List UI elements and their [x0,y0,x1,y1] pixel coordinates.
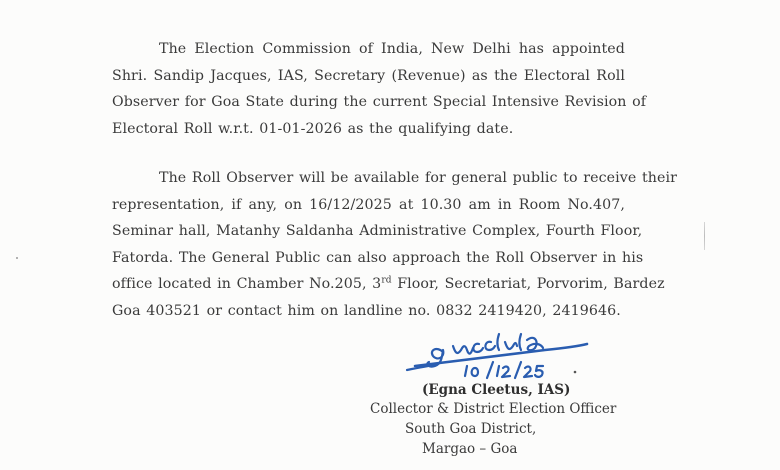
text-line: Seminar hall, Matanhy Saldanha Administrative Complex, Fourth Floor, [112,223,643,239]
scan-artifact [704,222,705,250]
signer-name: (Egna Cleetus, IAS) [422,382,571,398]
text-line-office-address [112,271,665,298]
address-text-after-superscript: Floor, Secretariat, Porvorim, Bardez [391,276,665,292]
signer-district: South Goa District, [405,421,537,437]
paragraph-availability [112,165,678,324]
text-line: Fatorda. The General Public can also approach the Roll Observer in his [112,249,644,266]
scan-speck [16,257,18,259]
handwritten-signature-icon [395,330,605,386]
text-line: The Election Commission of India, New Delhi has appointed [159,41,625,57]
text-line: Observer for Goa State during the current Special Intensive Revision of [112,94,647,110]
ordinal-superscript: rd [381,275,392,286]
text-line: Electoral Roll w.r.t. 01-01-2026 as the qualifying date. [112,120,514,137]
text-line: The Roll Observer will be available for general public to receive their [159,170,678,186]
signer-place: Margao – Goa [422,441,518,457]
address-text-before-superscript: office located in Chamber No.205, 3 [112,276,382,292]
paragraph-appointment [112,36,647,142]
text-line: representation, if any, on 16/12/2025 at 10.30 am in Room No.407, [112,196,625,213]
text-line: Shri. Sandip Jacques, IAS, Secretary (Revenue) as the Electoral Roll [112,67,625,84]
text-line: Goa 403521 or contact him on landline no. 0832 2419420, 2419646. [112,302,621,319]
signer-designation: Collector & District Election Officer [370,401,617,417]
